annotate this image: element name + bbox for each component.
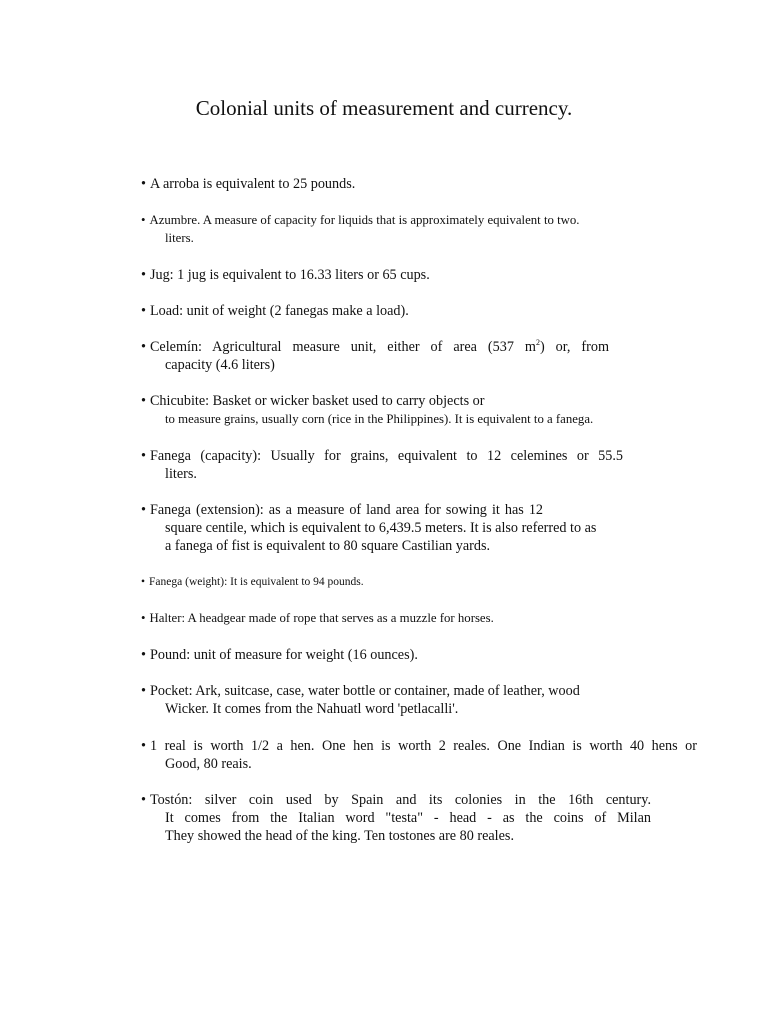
entry-line [141,609,697,627]
entry-text: Azumbre. A measure of capacity for liquids that is approximately equivalent to two. [149,213,580,227]
entry-azumbre [141,211,697,247]
entry-text: Jug: 1 jug is equivalent to 16.33 liters or 65 cups. [149,267,430,283]
bullet: • [141,339,146,355]
entry-text: Load: unit of weight (2 fanegas make a load). [149,303,409,319]
bullet: • [141,267,146,283]
entry-line [141,447,623,465]
entry-line-continuation: liters. [165,231,194,245]
entry-line-continuation: It comes from the Italian word "testa" - head - as the coins of Milan [165,810,651,826]
bullet: • [141,738,146,754]
entry-line [141,646,697,664]
bullet: • [141,792,146,808]
entry-line [141,737,697,755]
bullet: • [141,176,146,192]
bullet: • [141,647,146,663]
entry-line [141,175,697,193]
entry-arroba [141,175,697,193]
entry-text: Halter: A headgear made of rope that serves as a muzzle for horses. [149,611,494,625]
entry-text: A arroba is equivalent to 25 pounds. [149,176,356,192]
superscript: 2 [535,338,540,347]
entry-line-continuation: to measure grains, usually corn (rice in the Philippines). It is equivalent to a fanega. [165,412,594,426]
bullet: • [141,611,146,625]
entry-line-continuation: Wicker. It comes from the Nahuatl word 'petlacalli'. [165,701,459,717]
entry-line-continuation: capacity (4.6 liters) [165,357,275,373]
entry-text: Celemín: Agricultural measure unit, either of area (537 m [149,339,536,355]
bullet: • [141,502,146,518]
entry-toston [141,791,651,845]
entry-line [141,302,697,320]
entry-jug [141,266,697,284]
bullet: • [141,393,146,409]
entry-text: 1 real is worth 1/2 a hen. One hen is worth 2 reales. One Indian is worth 40 hens or [149,738,697,754]
entry-text: Fanega (capacity): Usually for grains, equivalent to 12 celemines or 55.5 [149,448,623,464]
entry-fanega-extension [141,501,697,555]
bullet: • [141,448,146,464]
entry-line [141,682,697,700]
entry-line-continuation: liters. [165,466,197,482]
entry-line [141,266,697,284]
entry-real [141,737,697,773]
entry-pocket [141,682,697,718]
bullet: • [141,683,146,699]
entry-chicubite [141,392,697,428]
entry-line [141,573,697,591]
entry-text: Tostón: silver coin used by Spain and its colonies in the 16th century. [149,792,651,808]
entry-load [141,302,697,320]
entry-celemin [141,338,609,374]
entry-line-continuation: a fanega of fist is equivalent to 80 square Castilian yards. [165,538,491,554]
entry-line [141,501,697,519]
bullet: • [141,576,146,588]
entry-pound [141,646,697,664]
entry-line [141,338,609,356]
entry-text: Fanega (extension): as a measure of land area for sowing it has 12 [149,502,544,518]
bullet: • [141,213,146,227]
page-title: Colonial units of measurement and currency. [195,96,573,120]
entry-line [141,211,697,229]
entry-line-continuation: Good, 80 reais. [165,756,252,772]
entry-text: Pound: unit of measure for weight (16 ounces). [149,647,418,663]
entry-line [141,791,651,809]
entry-text: Chicubite: Basket or wicker basket used to carry objects or [149,393,485,409]
entry-line-continuation: square centile, which is equivalent to 6,439.5 meters. It is also referred to as [165,520,597,536]
entry-fanega-weight [141,573,697,591]
entry-halter [141,609,697,627]
bullet: • [141,303,146,319]
entry-line-continuation: They showed the head of the king. Ten tostones are 80 reales. [165,828,514,844]
entry-fanega-capacity [141,447,623,483]
entry-text: ) or, from [539,339,609,355]
entry-text: Pocket: Ark, suitcase, case, water bottle or container, made of leather, wood [149,683,580,699]
entry-line [141,392,697,410]
entry-text: Fanega (weight): It is equivalent to 94 pounds. [149,576,364,588]
